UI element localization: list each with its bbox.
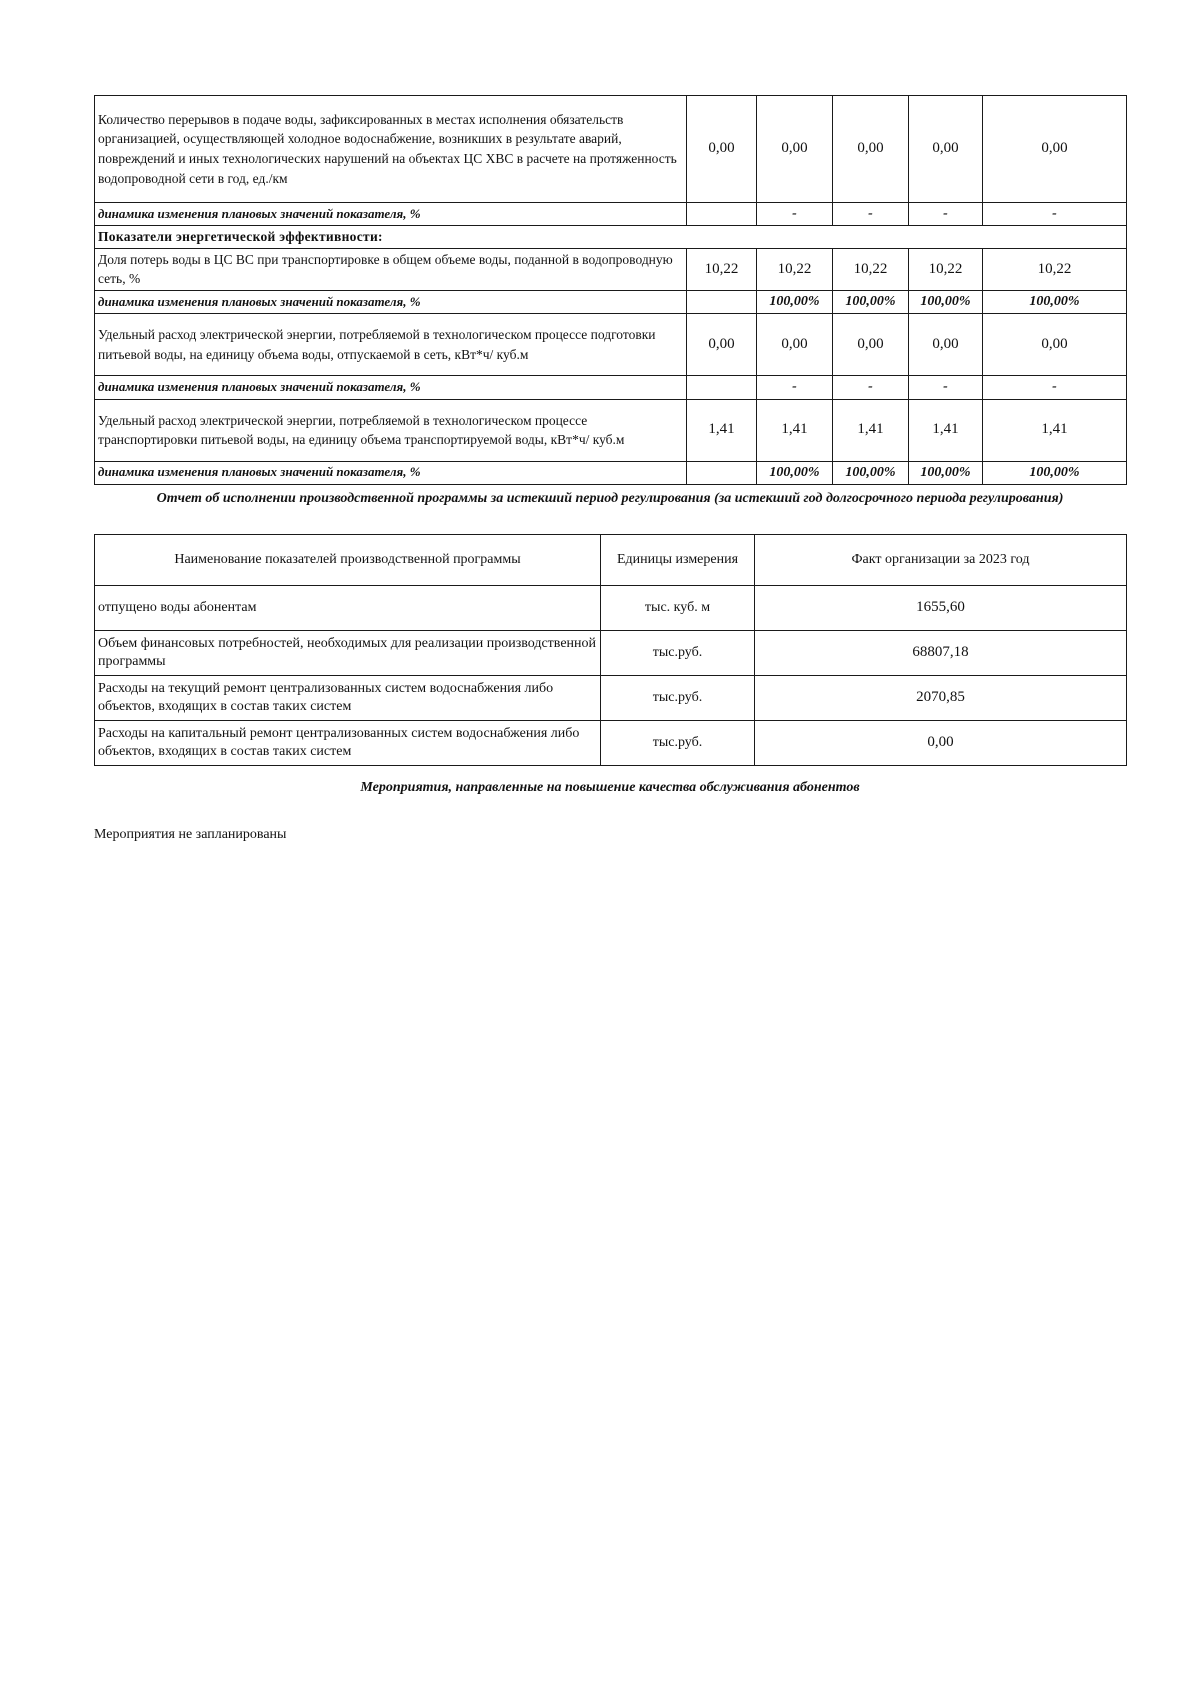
indicator-value: 0,00 xyxy=(983,96,1127,203)
dynamics-label: динамика изменения плановых значений показателя, % xyxy=(95,376,687,399)
dynamics-label: динамика изменения плановых значений показателя, % xyxy=(95,203,687,226)
indicator-value: 1,41 xyxy=(833,399,909,461)
indicator-value: 1,41 xyxy=(687,399,757,461)
table-row xyxy=(95,226,1127,249)
table-header-row xyxy=(95,535,1127,586)
indicator-value: 10,22 xyxy=(983,248,1127,290)
section-title: Показатели энергетической эффективности: xyxy=(95,226,1127,249)
measures-caption: Мероприятия, направленные на повышение качества обслуживания абонентов xyxy=(360,780,860,795)
indicator-label: Количество перерывов в подаче воды, зафиксированных в местах исполнения обязательств организацией, осуществляющей холодное водоснабжение, возникших в результате аварий, повреждений и иных технологических нарушений на объектах ЦС ХВС в расчете на протяженность водопроводной сети в год, ед./км xyxy=(95,96,687,203)
dynamics-value xyxy=(687,290,757,313)
row-name: Расходы на текущий ремонт централизованных систем водоснабжения либо объектов, входящих в состав таких систем xyxy=(95,676,601,721)
dynamics-value: - xyxy=(757,376,833,399)
indicator-value: 0,00 xyxy=(833,314,909,376)
indicator-value: 0,00 xyxy=(983,314,1127,376)
dynamics-value: 100,00% xyxy=(757,461,833,484)
dynamics-value: - xyxy=(983,376,1127,399)
indicator-value: 10,22 xyxy=(687,248,757,290)
row-name: Объем финансовых потребностей, необходимых для реализации производственной программы xyxy=(95,631,601,676)
indicator-value: 1,41 xyxy=(983,399,1127,461)
dynamics-value: - xyxy=(909,376,983,399)
table-row xyxy=(95,376,1127,399)
row-unit: тыс. куб. м xyxy=(601,586,755,631)
table-row xyxy=(95,314,1127,376)
table-row xyxy=(95,96,1127,203)
dynamics-value: 100,00% xyxy=(833,290,909,313)
indicator-label: Доля потерь воды в ЦС ВС при транспортировке в общем объеме воды, поданной в водопроводную сеть, % xyxy=(95,248,687,290)
indicator-value: 0,00 xyxy=(909,96,983,203)
row-name: Расходы на капитальный ремонт централизованных систем водоснабжения либо объектов, входящих в состав таких систем xyxy=(95,721,601,766)
dynamics-value xyxy=(687,203,757,226)
dynamics-value: - xyxy=(833,376,909,399)
dynamics-value: - xyxy=(757,203,833,226)
row-name: отпущено воды абонентам xyxy=(95,586,601,631)
table-row xyxy=(95,203,1127,226)
table-row xyxy=(95,586,1127,631)
dynamics-value xyxy=(687,376,757,399)
indicator-value: 0,00 xyxy=(909,314,983,376)
report-caption: Отчет об исполнении производственной программы за истекший период регулирования (за истекший год долгосрочного периода регулирования) xyxy=(156,491,1064,506)
row-value: 2070,85 xyxy=(755,676,1127,721)
dynamics-value: 100,00% xyxy=(909,461,983,484)
indicator-value: 1,41 xyxy=(909,399,983,461)
indicator-value: 0,00 xyxy=(757,314,833,376)
row-value: 68807,18 xyxy=(755,631,1127,676)
dynamics-label: динамика изменения плановых значений показателя, % xyxy=(95,461,687,484)
dynamics-value: 100,00% xyxy=(757,290,833,313)
dynamics-value: 100,00% xyxy=(909,290,983,313)
dynamics-value: - xyxy=(983,203,1127,226)
dynamics-value: 100,00% xyxy=(983,290,1127,313)
indicators-table xyxy=(94,95,1127,485)
dynamics-value xyxy=(687,461,757,484)
dynamics-value: - xyxy=(909,203,983,226)
table-row xyxy=(95,290,1127,313)
indicator-value: 1,41 xyxy=(757,399,833,461)
indicator-value: 0,00 xyxy=(757,96,833,203)
row-unit: тыс.руб. xyxy=(601,676,755,721)
indicator-value: 0,00 xyxy=(687,314,757,376)
header-unit: Единицы измерения xyxy=(601,535,755,586)
table-row xyxy=(95,399,1127,461)
header-fact: Факт организации за 2023 год xyxy=(755,535,1127,586)
dynamics-value: - xyxy=(833,203,909,226)
dynamics-label: динамика изменения плановых значений показателя, % xyxy=(95,290,687,313)
indicator-value: 0,00 xyxy=(687,96,757,203)
table-row xyxy=(95,631,1127,676)
table-row xyxy=(95,676,1127,721)
indicator-label: Удельный расход электрической энергии, потребляемой в технологическом процессе транспортировки питьевой воды, на единицу объема транспортируемой воды, кВт*ч/ куб.м xyxy=(95,399,687,461)
indicator-value: 0,00 xyxy=(833,96,909,203)
row-unit: тыс.руб. xyxy=(601,631,755,676)
table-row xyxy=(95,721,1127,766)
row-value: 1655,60 xyxy=(755,586,1127,631)
dynamics-value: 100,00% xyxy=(833,461,909,484)
table-row xyxy=(95,461,1127,484)
row-unit: тыс.руб. xyxy=(601,721,755,766)
table-row xyxy=(95,248,1127,290)
indicator-value: 10,22 xyxy=(833,248,909,290)
measures-text: Мероприятия не запланированы xyxy=(94,827,287,842)
dynamics-value: 100,00% xyxy=(983,461,1127,484)
indicator-value: 10,22 xyxy=(909,248,983,290)
indicator-value: 10,22 xyxy=(757,248,833,290)
header-name: Наименование показателей производственной программы xyxy=(95,535,601,586)
report-table xyxy=(94,534,1127,766)
indicator-label: Удельный расход электрической энергии, потребляемой в технологическом процессе подготовки питьевой воды, на единицу объема воды, отпускаемой в сеть, кВт*ч/ куб.м xyxy=(95,314,687,376)
row-value: 0,00 xyxy=(755,721,1127,766)
